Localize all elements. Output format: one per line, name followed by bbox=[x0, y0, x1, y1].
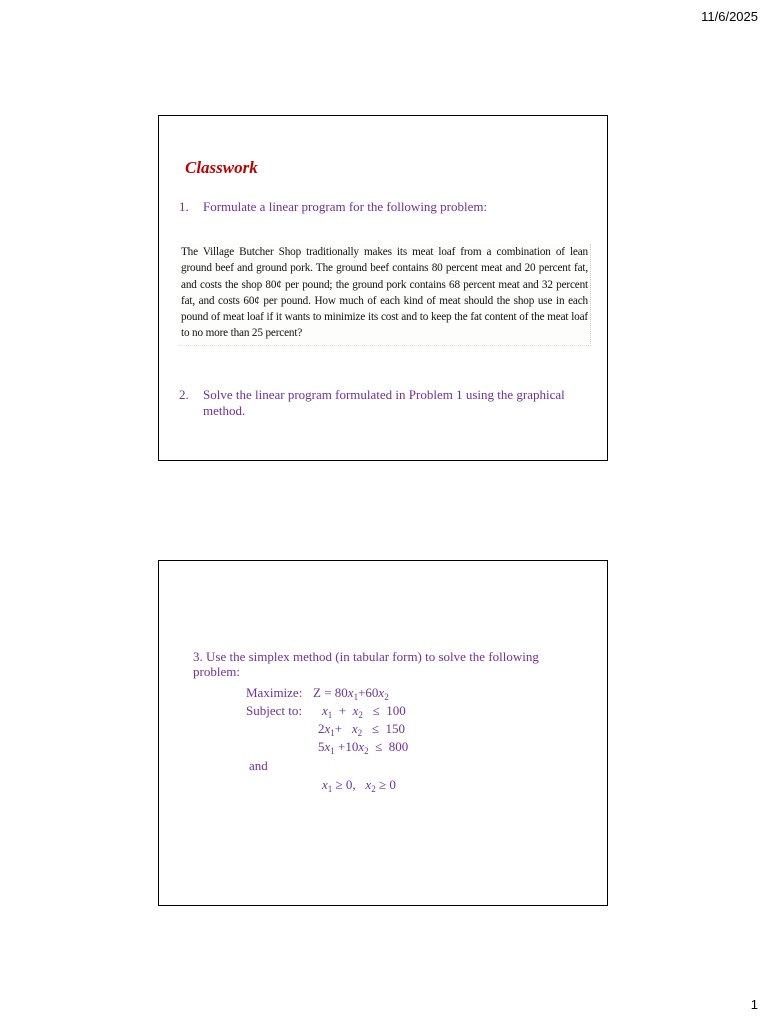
and-label: and bbox=[249, 758, 268, 773]
list-item-text: Formulate a linear program for the following problem: bbox=[203, 199, 488, 214]
nonnegativity-constraints: $x_1 \ge 0$, $x_2 \ge 0$ bbox=[322, 777, 396, 794]
print-date: 11/6/2025 bbox=[701, 9, 758, 24]
constraint-1: $x_1 + x_2 \le 100$ bbox=[322, 703, 406, 720]
problem-3-intro: 3. Use the simplex method (in tabular form) to solve the following problem: bbox=[193, 649, 539, 679]
objective-function: $Z = 80x_1+60x_2$ bbox=[313, 685, 389, 702]
subject-to-label: Subject to: bbox=[246, 703, 302, 718]
slide-title: Classwork bbox=[185, 158, 258, 177]
constraint-3: $5x_1 +10x_2 \le 800$ bbox=[318, 739, 409, 756]
slide-2 bbox=[158, 560, 608, 906]
maximize-label: Maximize: bbox=[246, 685, 303, 700]
slide-1 bbox=[158, 115, 608, 461]
list-item-text: Solve the linear program formulated in Problem 1 using the graphical method. bbox=[203, 387, 565, 418]
constraint-2: $2x_1+ x_2 \le 150$ bbox=[318, 721, 406, 738]
list-item-2 bbox=[179, 387, 567, 419]
list-item-number: 2. bbox=[179, 387, 189, 402]
page-number: 1 bbox=[750, 997, 758, 1012]
list-item-number: 1. bbox=[179, 199, 189, 214]
problem-text-image: The Village Butcher Shop traditionally makes its meat loaf from a combination of lean ground beef and ground pork. The ground beef contains 80 percent meat and 20 percent fat, and costs the shop 80¢ per pound; the ground pork contains 68 percent meat and 32 percent fat, and costs 60¢ per pound. How much of each kind of meat should the shop use in each pound of meat loaf if it wants to minimize its cost and to keep the fat content of the meat loaf to no more than 25 percent? bbox=[179, 244, 591, 346]
list-item-1 bbox=[179, 199, 567, 215]
